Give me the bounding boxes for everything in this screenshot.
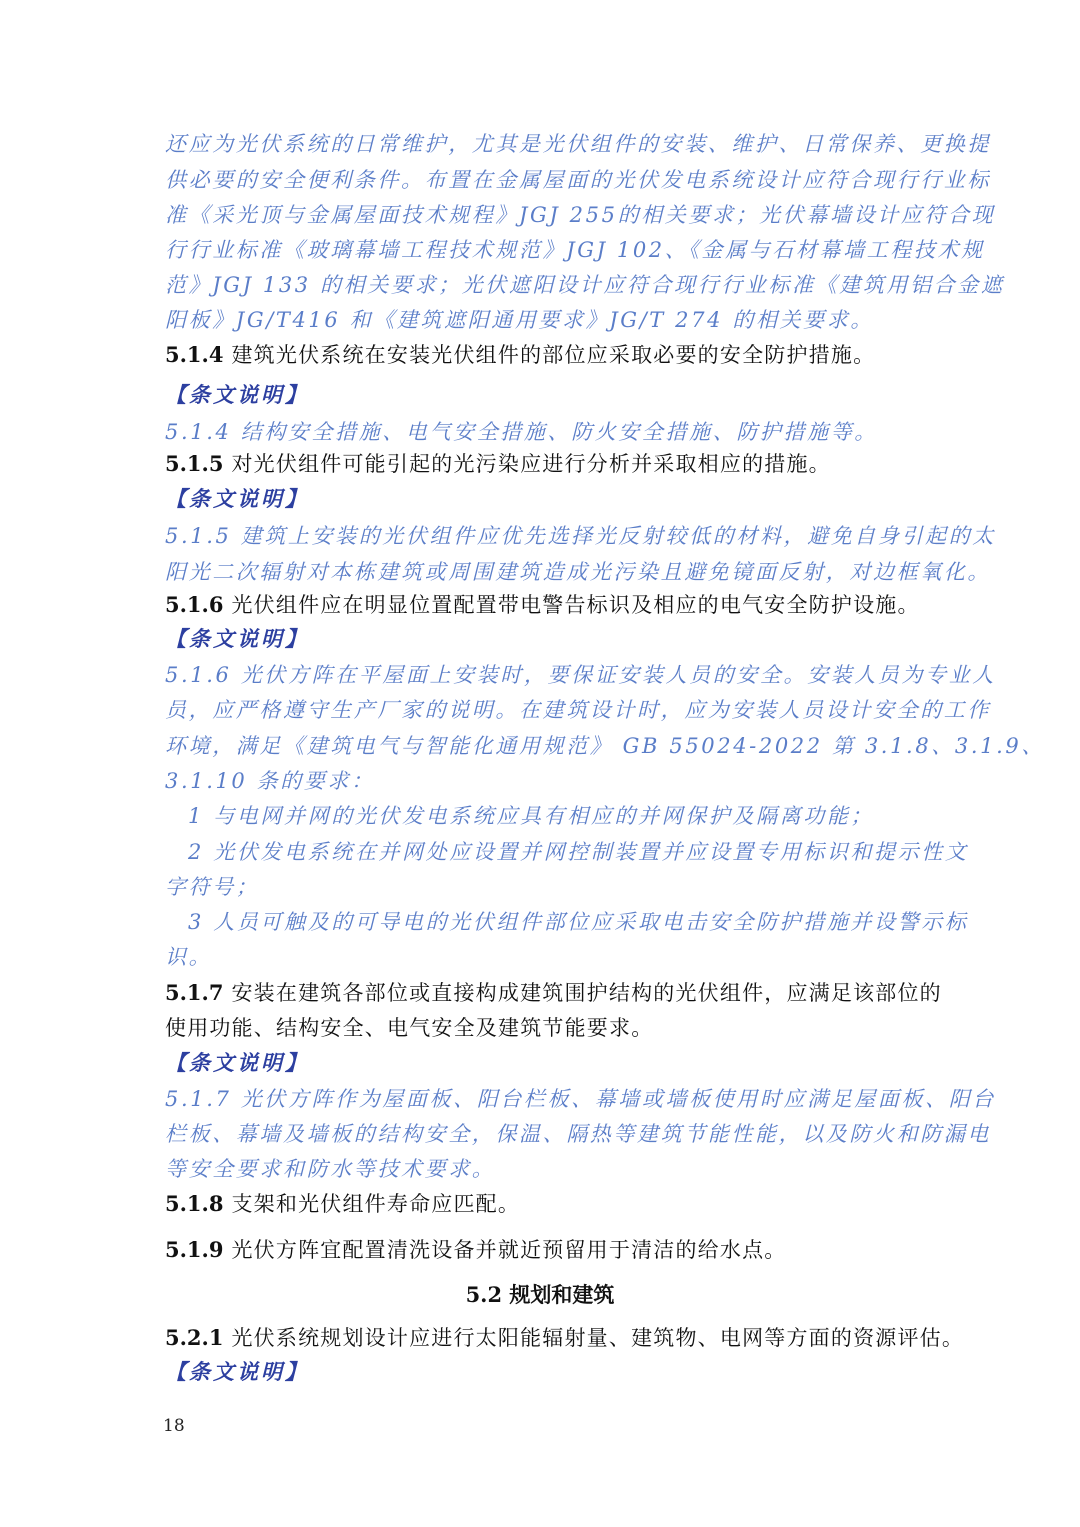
commentary-line: 5.1.6 光伏方阵在平屋面上安装时，要保证安装人员的安全。安装人员为专业人 [165, 663, 996, 687]
clause-5-1-5 [165, 450, 831, 478]
clause-text: 支架和光伏组件寿命应匹配。 [231, 1192, 521, 1216]
commentary-line: 环境，满足《建筑电气与智能化通用规范》 GB 55024-2022 第 3.1.8、3.1.9、 [165, 734, 1045, 758]
clause-5-2-1 [165, 1324, 964, 1352]
clause-text: 对光伏组件可能引起的光污染应进行分析并采取相应的措施。 [231, 452, 831, 476]
clause-number: 5.1.8 [165, 1191, 224, 1216]
clause-text: 光伏系统规划设计应进行太阳能辐射量、建筑物、电网等方面的资源评估。 [231, 1326, 965, 1350]
commentary-list-item: 2 光伏发电系统在并网处应设置并网控制装置并应设置专用标识和提示性文 [188, 840, 969, 864]
clause-number: 5.1.6 [165, 592, 224, 617]
clause-text: 光伏组件应在明显位置配置带电警告标识及相应的电气安全防护设施。 [231, 593, 920, 617]
clause-5-1-6 [165, 591, 920, 619]
commentary-label: 【条文说明】 [165, 626, 309, 651]
clause-text: 光伏方阵宜配置清洗设备并就近预留用于清洁的给水点。 [231, 1238, 787, 1262]
commentary-line: 准《采光顶与金属屋面技术规程》JGJ 255的相关要求；光伏幕墙设计应符合现 [165, 203, 996, 227]
clause-5-1-9 [165, 1236, 786, 1264]
clause-5-1-7 [165, 979, 942, 1007]
commentary-label: 【条文说明】 [165, 1359, 309, 1384]
commentary-line: 栏板、幕墙及墙板的结构安全，保温、隔热等建筑节能性能，以及防火和防漏电 [165, 1122, 991, 1146]
clause-number: 5.1.5 [165, 451, 224, 476]
commentary-line: 范》JGJ 133 的相关要求；光伏遮阳设计应符合现行行业标准《建筑用铝合金遮 [165, 273, 1005, 297]
commentary-line: 5.1.5 建筑上安装的光伏组件应优先选择光反射较低的材料，避免自身引起的太 [165, 524, 996, 548]
clause-number: 5.1.9 [165, 1237, 224, 1262]
commentary-line: 识。 [165, 945, 213, 969]
commentary-line: 字符号； [165, 875, 260, 899]
commentary-line: 3.1.10 条的要求： [165, 769, 375, 793]
commentary-list-item: 3 人员可触及的可导电的光伏组件部位应采取电击安全防护措施并设警示标 [188, 910, 969, 934]
clause-number: 5.1.7 [165, 980, 224, 1005]
section-title: 5.2 规划和建筑 [465, 1282, 615, 1307]
clause-text: 安装在建筑各部位或直接构成建筑围护结构的光伏组件，应满足该部位的 [231, 981, 942, 1005]
page-number: 18 [163, 1416, 185, 1436]
commentary-line: 阳光二次辐射对本栋建筑或周围建筑造成光污染且避免镜面反射，对边框氧化。 [165, 560, 991, 584]
clause-5-1-7-continued: 使用功能、结构安全、电气安全及建筑节能要求。 [165, 1016, 654, 1040]
clause-5-1-8 [165, 1190, 520, 1218]
commentary-line: 5.1.4 结构安全措施、电气安全措施、防火安全措施、防护措施等。 [165, 420, 878, 444]
commentary-label: 【条文说明】 [165, 382, 309, 407]
clause-text: 建筑光伏系统在安装光伏组件的部位应采取必要的安全防护措施。 [231, 343, 876, 367]
clause-5-1-4 [165, 341, 875, 369]
commentary-line: 还应为光伏系统的日常维护，尤其是光伏组件的安装、维护、日常保养、更换提 [165, 132, 991, 156]
commentary-line: 阳板》JG/T416 和《建筑遮阳通用要求》JG/T 274 的相关要求。 [165, 308, 874, 332]
commentary-line: 员，应严格遵守生产厂家的说明。在建筑设计时，应为安装人员设计安全的工作 [165, 698, 991, 722]
clause-number: 5.2.1 [165, 1325, 224, 1350]
commentary-line: 供必要的安全便利条件。布置在金属屋面的光伏发电系统设计应符合现行行业标 [165, 168, 991, 192]
commentary-label: 【条文说明】 [165, 486, 309, 511]
commentary-list-item: 1 与电网并网的光伏发电系统应具有相应的并网保护及隔离功能； [188, 804, 875, 828]
commentary-line: 行行业标准《玻璃幕墙工程技术规范》JGJ 102、《金属与石材幕墙工程技术规 [165, 238, 985, 262]
commentary-line: 等安全要求和防水等技术要求。 [165, 1157, 496, 1181]
commentary-line: 5.1.7 光伏方阵作为屋面板、阳台栏板、幕墙或墙板使用时应满足屋面板、阳台 [165, 1087, 996, 1111]
commentary-label: 【条文说明】 [165, 1050, 309, 1075]
clause-number: 5.1.4 [165, 342, 224, 367]
